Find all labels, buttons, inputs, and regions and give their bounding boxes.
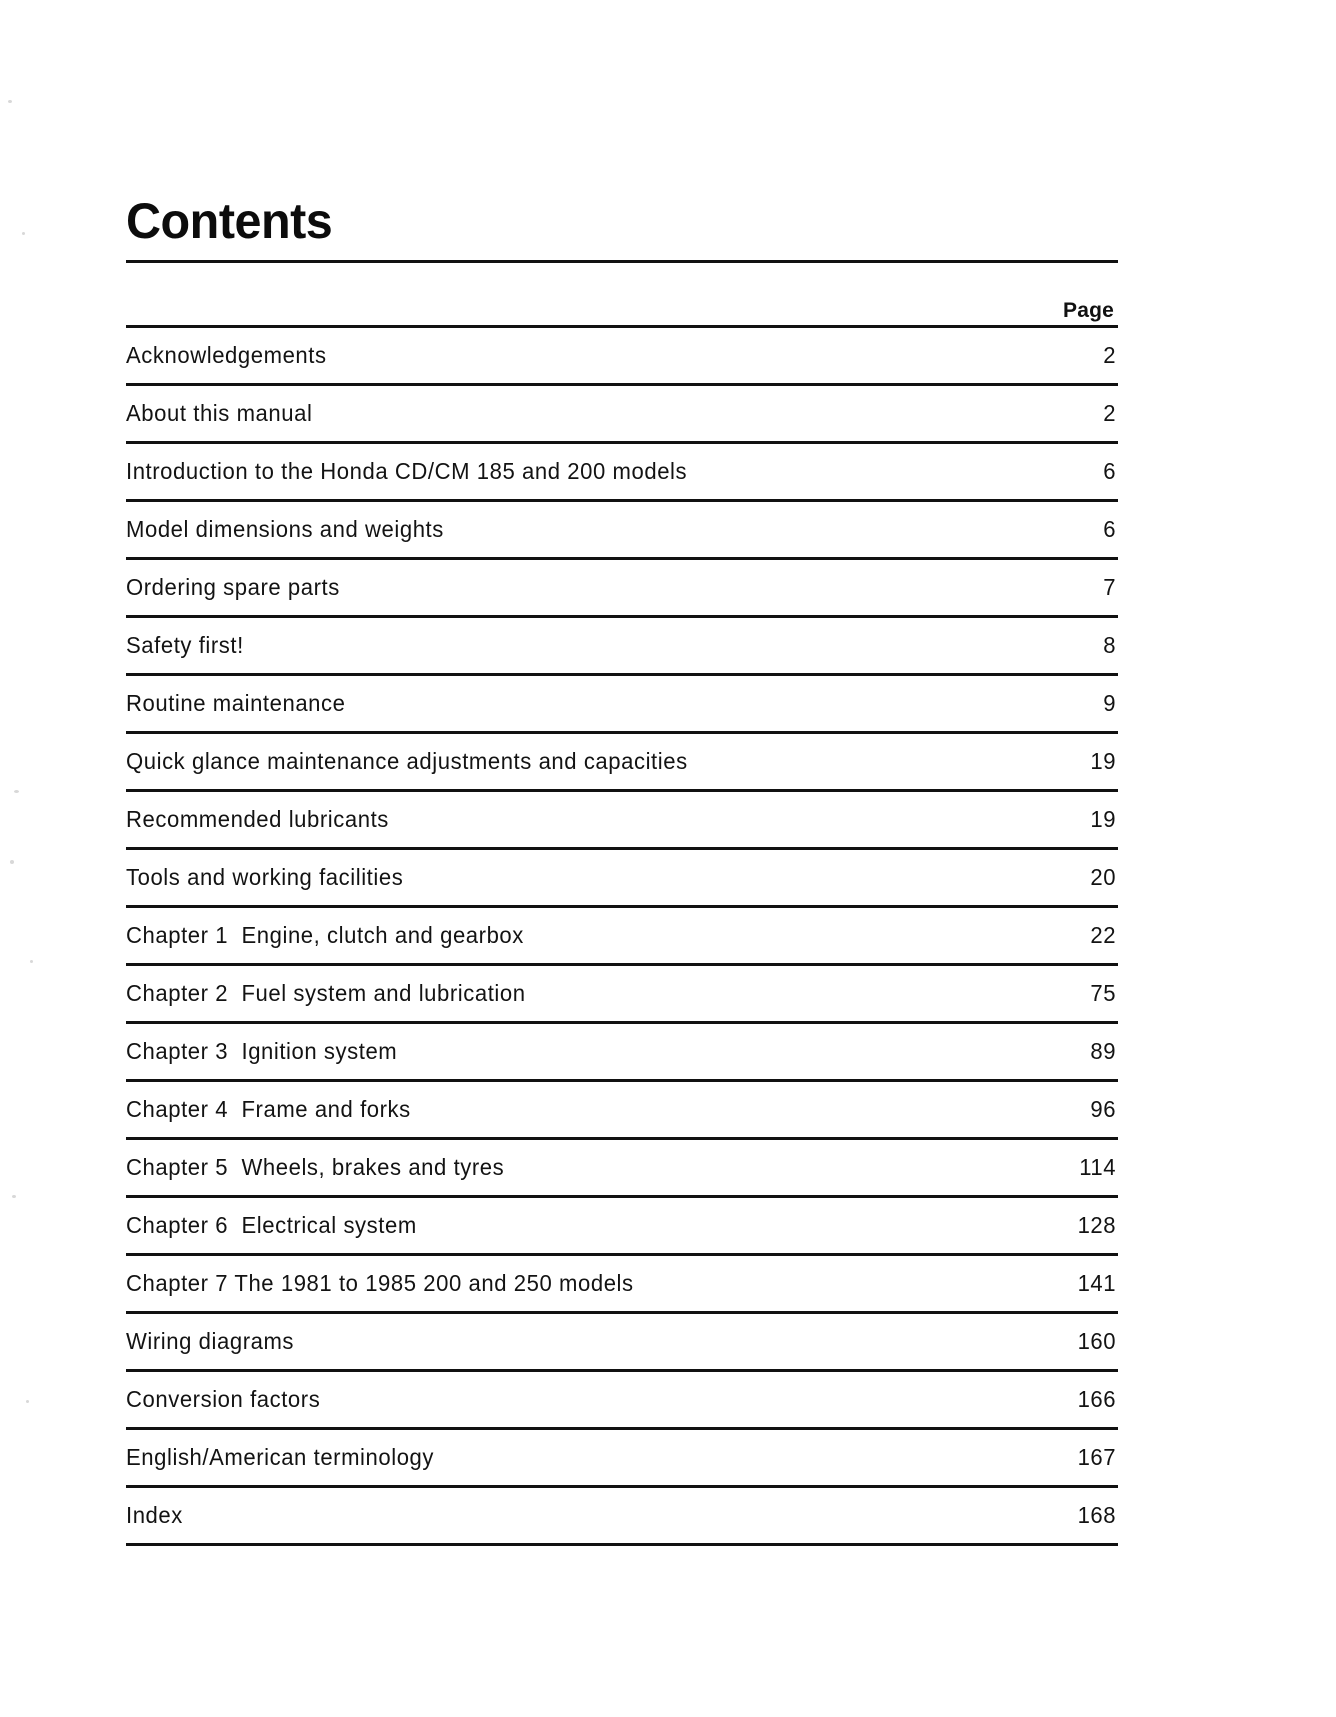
toc-entry-page-number: 160 (1077, 1328, 1117, 1354)
toc-entry-page-number: 96 (1090, 1096, 1117, 1122)
toc-entry-title: Chapter 4 Frame and forks (126, 1096, 411, 1122)
contents-page (126, 193, 1118, 1546)
toc-entry-page-number: 128 (1077, 1212, 1117, 1238)
toc-row[interactable] (126, 328, 1118, 383)
toc-entry-page-number: 19 (1090, 748, 1117, 774)
toc-entry-title: Chapter 6 Electrical system (126, 1212, 417, 1238)
paper-texture (0, 0, 120, 1717)
toc-entry-page-number: 9 (1103, 690, 1117, 716)
toc-row[interactable] (126, 1314, 1118, 1369)
toc-entry-title: Chapter 3 Ignition system (126, 1038, 398, 1064)
toc-entry-title: English/American terminology (126, 1444, 435, 1470)
toc-row[interactable] (126, 1024, 1118, 1079)
toc-row[interactable] (126, 676, 1118, 731)
toc-row[interactable] (126, 386, 1118, 441)
toc-entry-page-number: 6 (1103, 458, 1117, 484)
toc-entry-page-number: 141 (1077, 1270, 1117, 1296)
toc-list (126, 328, 1118, 1546)
toc-entry-page-number: 114 (1079, 1154, 1117, 1180)
toc-entry-title: Safety first! (126, 632, 244, 658)
page-title: Contents (126, 193, 333, 249)
toc-entry-page-number: 168 (1077, 1502, 1117, 1528)
toc-entry-title: Ordering spare parts (126, 574, 340, 600)
toc-row-divider (126, 1543, 1118, 1546)
toc-row[interactable] (126, 1140, 1118, 1195)
toc-entry-page-number: 2 (1103, 342, 1117, 368)
toc-entry-title: Chapter 5 Wheels, brakes and tyres (126, 1154, 505, 1180)
toc-row[interactable] (126, 1082, 1118, 1137)
toc-entry-page-number: 7 (1103, 574, 1117, 600)
toc-row[interactable] (126, 1372, 1118, 1427)
toc-entry-page-number: 20 (1090, 864, 1117, 890)
toc-entry-title: Chapter 1 Engine, clutch and gearbox (126, 922, 524, 948)
page-column-header-row (126, 263, 1118, 325)
toc-row[interactable] (126, 734, 1118, 789)
page-column-header: Page (1063, 299, 1114, 322)
toc-entry-page-number: 2 (1103, 400, 1117, 426)
toc-entry-page-number: 75 (1090, 980, 1117, 1006)
toc-entry-page-number: 19 (1090, 806, 1117, 832)
toc-entry-title: About this manual (126, 400, 313, 426)
toc-row[interactable] (126, 502, 1118, 557)
toc-entry-title: Chapter 2 Fuel system and lubrication (126, 980, 526, 1006)
toc-row[interactable] (126, 1430, 1118, 1485)
toc-entry-page-number: 166 (1077, 1386, 1117, 1412)
toc-row[interactable] (126, 1256, 1118, 1311)
toc-entry-title: Index (126, 1502, 183, 1528)
toc-entry-page-number: 22 (1090, 922, 1117, 948)
toc-entry-title: Acknowledgements (126, 342, 327, 368)
toc-entry-page-number: 89 (1090, 1038, 1117, 1064)
toc-entry-title: Conversion factors (126, 1386, 321, 1412)
toc-entry-title: Tools and working facilities (126, 864, 404, 890)
toc-row[interactable] (126, 908, 1118, 963)
toc-entry-title: Chapter 7 The 1981 to 1985 200 and 250 models (126, 1270, 634, 1296)
toc-row[interactable] (126, 1198, 1118, 1253)
toc-entry-title: Wiring diagrams (126, 1328, 295, 1354)
toc-entry-page-number: 8 (1103, 632, 1117, 658)
toc-row[interactable] (126, 444, 1118, 499)
toc-entry-title: Quick glance maintenance adjustments and capacities (126, 748, 688, 774)
toc-row[interactable] (126, 792, 1118, 847)
toc-entry-title: Introduction to the Honda CD/CM 185 and 200 models (126, 458, 688, 484)
toc-row[interactable] (126, 850, 1118, 905)
toc-entry-page-number: 6 (1103, 516, 1117, 542)
toc-entry-title: Recommended lubricants (126, 806, 389, 832)
toc-row[interactable] (126, 560, 1118, 615)
toc-row[interactable] (126, 1488, 1118, 1543)
toc-entry-title: Model dimensions and weights (126, 516, 444, 542)
toc-entry-title: Routine maintenance (126, 690, 346, 716)
toc-row[interactable] (126, 618, 1118, 673)
toc-entry-page-number: 167 (1077, 1444, 1117, 1470)
toc-row[interactable] (126, 966, 1118, 1021)
